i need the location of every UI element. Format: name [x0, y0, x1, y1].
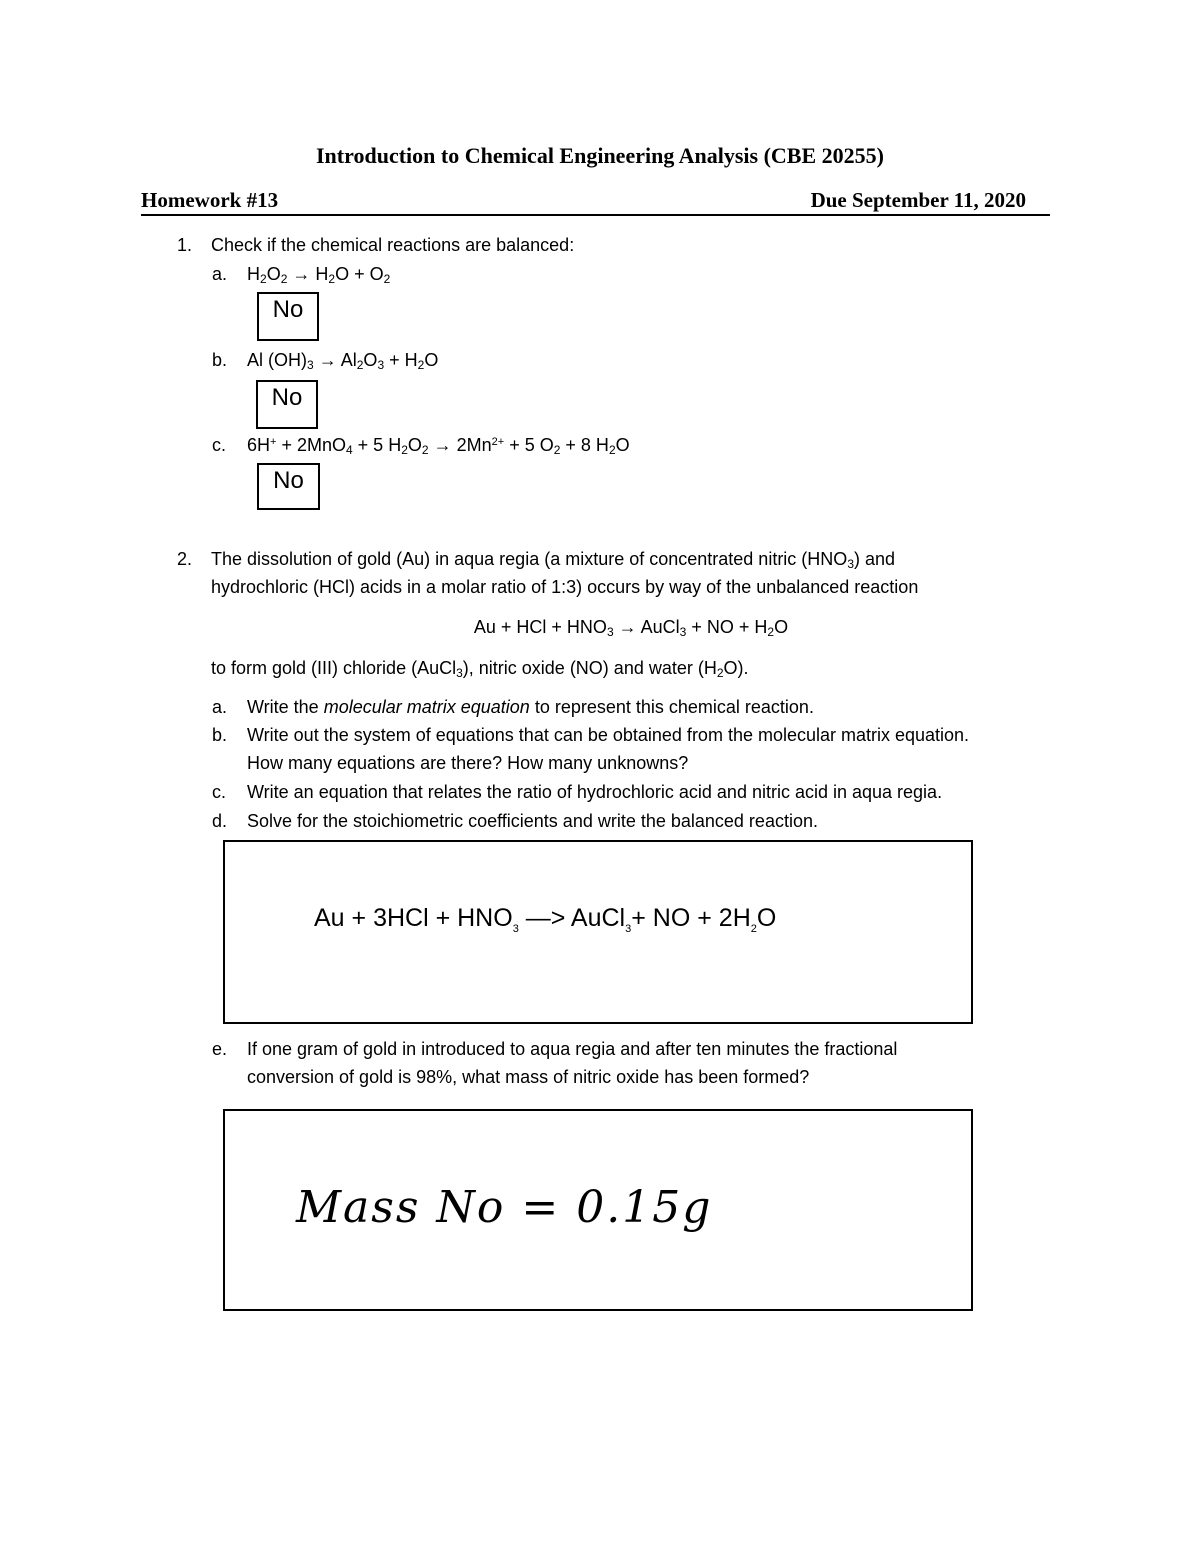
q2e-text-line2: conversion of gold is 98%, what mass of nitric oxide has been formed? [247, 1067, 810, 1087]
arrow-icon: → [318, 350, 337, 370]
q2c-text: Write an equation that relates the ratio of hydrochloric acid and nitric acid in aqua regia. [247, 782, 943, 802]
due-date: Due September 11, 2020 [810, 188, 1026, 212]
q2-products-text: to form gold (III) chloride (AuCl$_3$), nitric oxide (NO) and water $(H_2O)$. [211, 658, 749, 680]
q2-intro-line1: The dissolution of gold (Au) in aqua regia (a mixture of concentrated nitric $(HNO_3)$ and [211, 549, 896, 571]
q2b-text-line1: Write out the system of equations that can be obtained from the molecular matrix equation. [247, 725, 970, 745]
arrow-icon: → [292, 264, 311, 284]
q1c-reaction: 6H+ + 2MnO$_4$ + 5 $H_2O_2 \to 2Mn^{2+} + 5$ $O_2 + 8$ $H_2O$ [247, 435, 630, 457]
q1c-answer-box [257, 463, 320, 510]
q2e-letter: e. [212, 1039, 228, 1059]
q2a-letter: a. [212, 697, 228, 717]
q2-number: 2. [176, 549, 192, 569]
arrow-icon: → [433, 435, 452, 455]
q2d-letter: d. [212, 811, 228, 831]
arrow-icon: → [618, 617, 637, 637]
homework-header [141, 188, 1050, 216]
q1c-answer: No [273, 467, 304, 494]
q1a-letter: a. [212, 264, 228, 284]
q1-prompt: Check if the chemical reactions are balanced: [211, 235, 575, 255]
q1a-answer: No [272, 296, 304, 323]
q1b-reaction: Al $(OH)_3 \to Al_2O_3 + H_2O$ [247, 350, 439, 372]
q2c-letter: c. [212, 782, 227, 802]
q1b-answer-box [256, 380, 318, 429]
q2e-handwritten-answer: Mass No = 0.15g [296, 1182, 713, 1233]
q1c-letter: c. [212, 435, 227, 455]
q1b-letter: b. [212, 350, 228, 370]
q2b-letter: b. [212, 725, 228, 745]
q2e-text-line1: If one gram of gold in introduced to aqua regia and after ten minutes the fractional [247, 1039, 898, 1059]
q1-number: 1. [176, 235, 192, 255]
q2-unbalanced-reaction: Au + HCl + $HNO_3$ → AuCl$_3$ + NO + $H_2O$ [473, 617, 789, 639]
q1a-answer-box [257, 292, 319, 341]
q2d-text: Solve for the stoichiometric coefficients and write the balanced reaction. [247, 811, 818, 831]
q2d-balanced-reaction: $Au + 3HCl + HNO_3$ —> AuCl$_3$+ NO + $2H_2O$ [314, 904, 777, 935]
q2a-text: Write the molecular matrix equation to represent this chemical reaction. [247, 697, 814, 717]
q1a-reaction: $H_2O_2 \to H_2O + O_2$ [247, 264, 391, 286]
q1b-answer: No [271, 384, 303, 411]
homework-number: Homework #13 [141, 188, 279, 212]
q2b-text-line2: How many equations are there? How many unknowns? [247, 753, 689, 773]
q2-intro-line2: hydrochloric (HCl) acids in a molar ratio of 1:3) occurs by way of the unbalanced reaction [211, 577, 919, 597]
course-title: Introduction to Chemical Engineering Analysis (CBE 20255) [316, 143, 884, 168]
